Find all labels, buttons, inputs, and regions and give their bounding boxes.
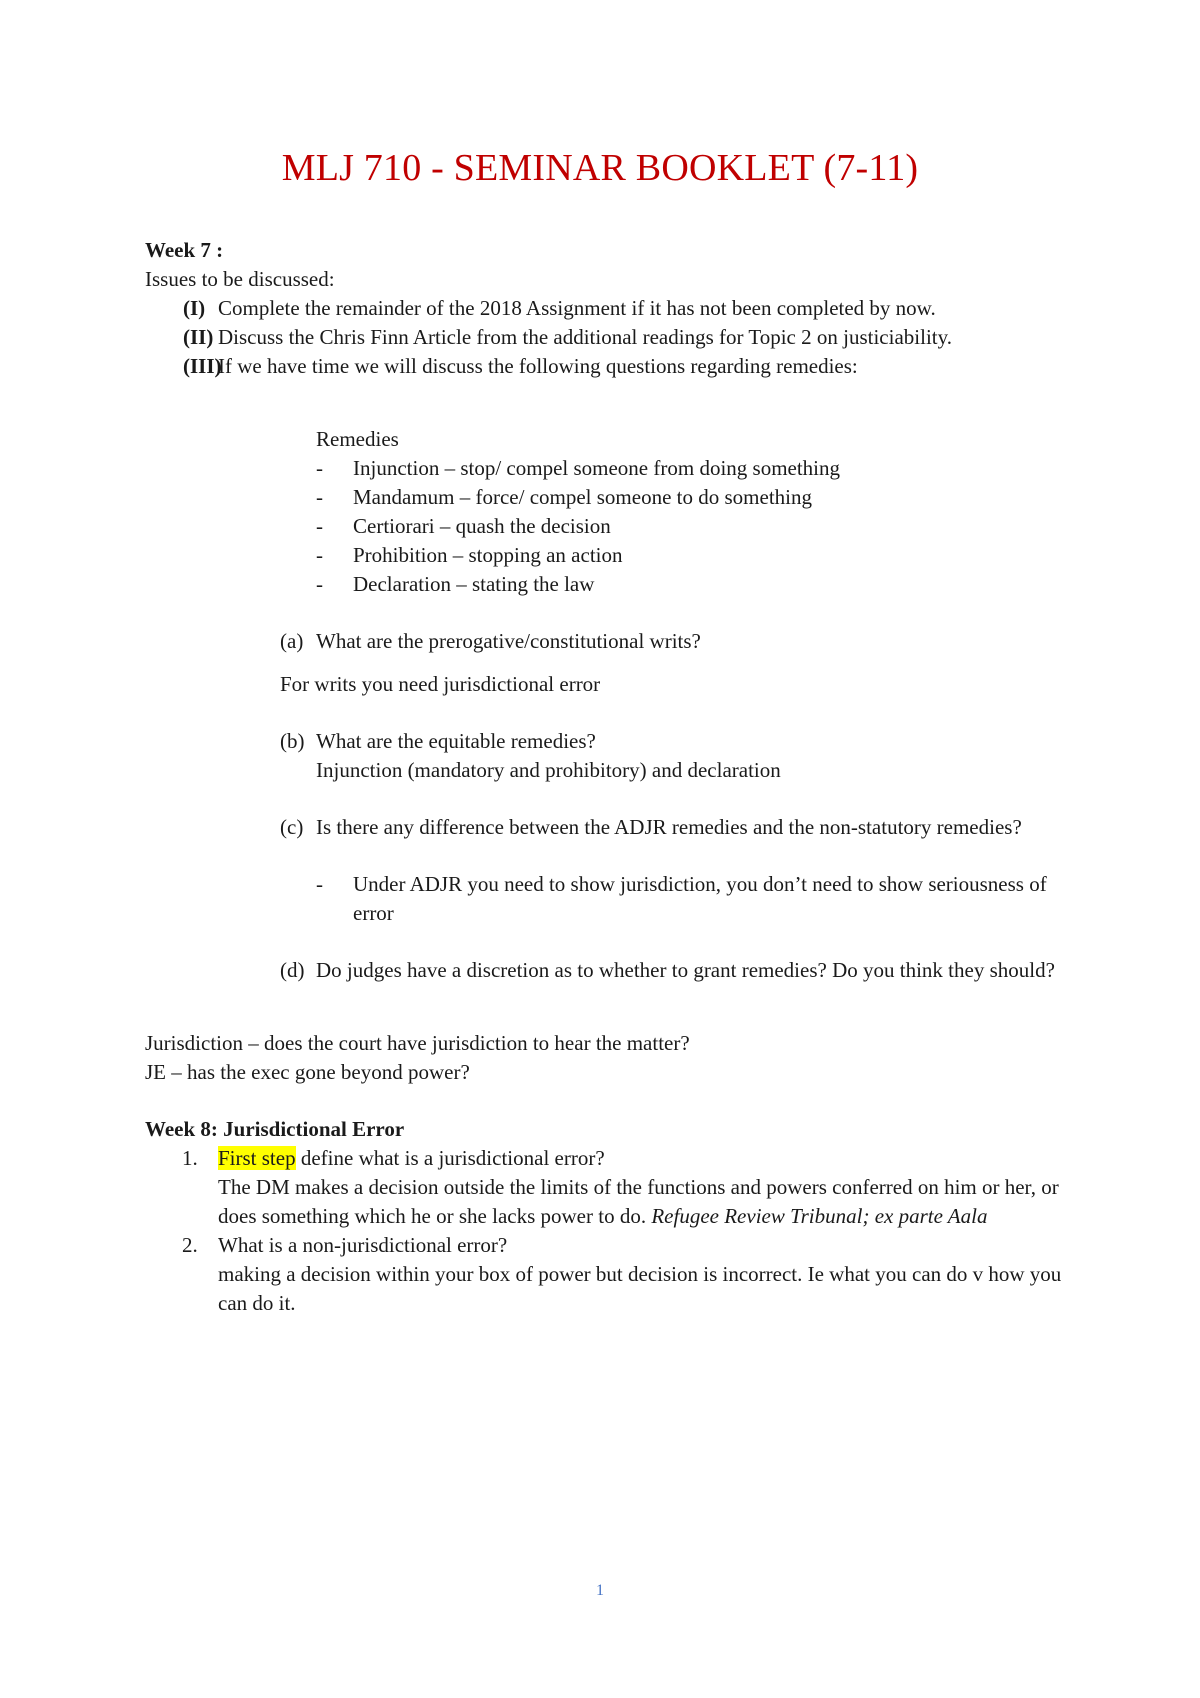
numbered-item [182,1144,1070,1231]
dash-bullet: - [316,456,323,480]
issue-label: (I) [183,296,206,320]
question-b [280,727,1070,756]
week7-heading: Week 7 : [145,238,224,262]
item-number: 1. [182,1146,198,1170]
question-text: What are the equitable remedies? [316,729,596,753]
remedy-text: Mandamum – force/ compel someone to do something [353,485,812,509]
item-content [218,1144,1070,1231]
remedy-item [316,483,1070,512]
item-answer [218,1173,1070,1231]
page-number: 1 [596,1582,604,1599]
question-label: (b) [280,729,305,753]
item-answer: making a decision within your box of power but decision is incorrect. Ie what you can do v how you can do it. [218,1262,1062,1315]
case-citation: Refugee Review Tribunal; ex parte Aala [651,1204,988,1228]
item-question: What is a non-jurisdictional error? [218,1233,508,1257]
dash-bullet: - [316,572,323,596]
remedy-text: Certiorari – quash the decision [353,514,611,538]
issue-text: If we have time we will discuss the following questions regarding remedies: [218,354,858,378]
question-c [280,813,1070,842]
question-text: Is there any difference between the ADJR remedies and the non-statutory remedies? [316,815,1022,839]
question-b-answer: Injunction (mandatory and prohibitory) and declaration [316,758,781,782]
question-text: What are the prerogative/constitutional writs? [316,629,701,653]
remedy-item [316,541,1070,570]
answer-text: The DM makes a decision outside the limits of the functions and powers conferred on him or her, or does something which he or she lacks power to do. [218,1175,1059,1228]
question-c-answer [316,870,1070,928]
remedy-text: Injunction – stop/ compel someone from doing something [353,456,841,480]
highlighted-text: First step [218,1146,296,1170]
numbered-item [182,1231,1070,1318]
issue-item [145,352,1070,381]
issue-item [145,323,1070,352]
item-number: 2. [182,1233,198,1257]
dash-bullet: - [316,514,323,538]
item-content [218,1231,1070,1318]
question-d [280,956,1070,985]
question-text: Do judges have a discretion as to whether to grant remedies? Do you think they should? [316,958,1055,982]
remedy-item [316,512,1070,541]
question-label: (c) [280,815,304,839]
issue-text: Discuss the Chris Finn Article from the additional readings for Topic 2 on justiciability. [218,325,953,349]
note-jurisdiction: Jurisdiction – does the court have jurisdiction to hear the matter? [145,1031,690,1055]
issue-item [145,294,1070,323]
question-label: (a) [280,629,304,653]
dash-bullet: - [316,543,323,567]
week7-intro: Issues to be discussed: [145,267,335,291]
issue-text: Complete the remainder of the 2018 Assignment if it has not been completed by now. [218,296,936,320]
remedy-text: Declaration – stating the law [353,572,595,596]
issue-label: (III) [183,354,222,378]
question-a [280,627,1070,656]
question-text: define what is a jurisdictional error? [295,1146,605,1170]
document-body [145,236,1070,1318]
document-title: MLJ 710 - SEMINAR BOOKLET (7-11) [281,147,919,189]
dash-bullet: - [316,872,323,896]
question-a-answer: For writs you need jurisdictional error [280,672,601,696]
remedy-text: Prohibition – stopping an action [353,543,623,567]
issue-label: (II) [183,325,214,349]
note-je: JE – has the exec gone beyond power? [145,1060,470,1084]
remedy-item [316,454,1070,483]
week8-heading: Week 8: Jurisdictional Error [145,1117,405,1141]
answer-text: Under ADJR you need to show jurisdiction, you don’t need to show seriousness of error [353,872,1047,925]
remedies-heading: Remedies [316,427,399,451]
dash-bullet: - [316,485,323,509]
item-question [218,1144,1070,1173]
question-label: (d) [280,958,305,982]
remedy-item [316,570,1070,599]
